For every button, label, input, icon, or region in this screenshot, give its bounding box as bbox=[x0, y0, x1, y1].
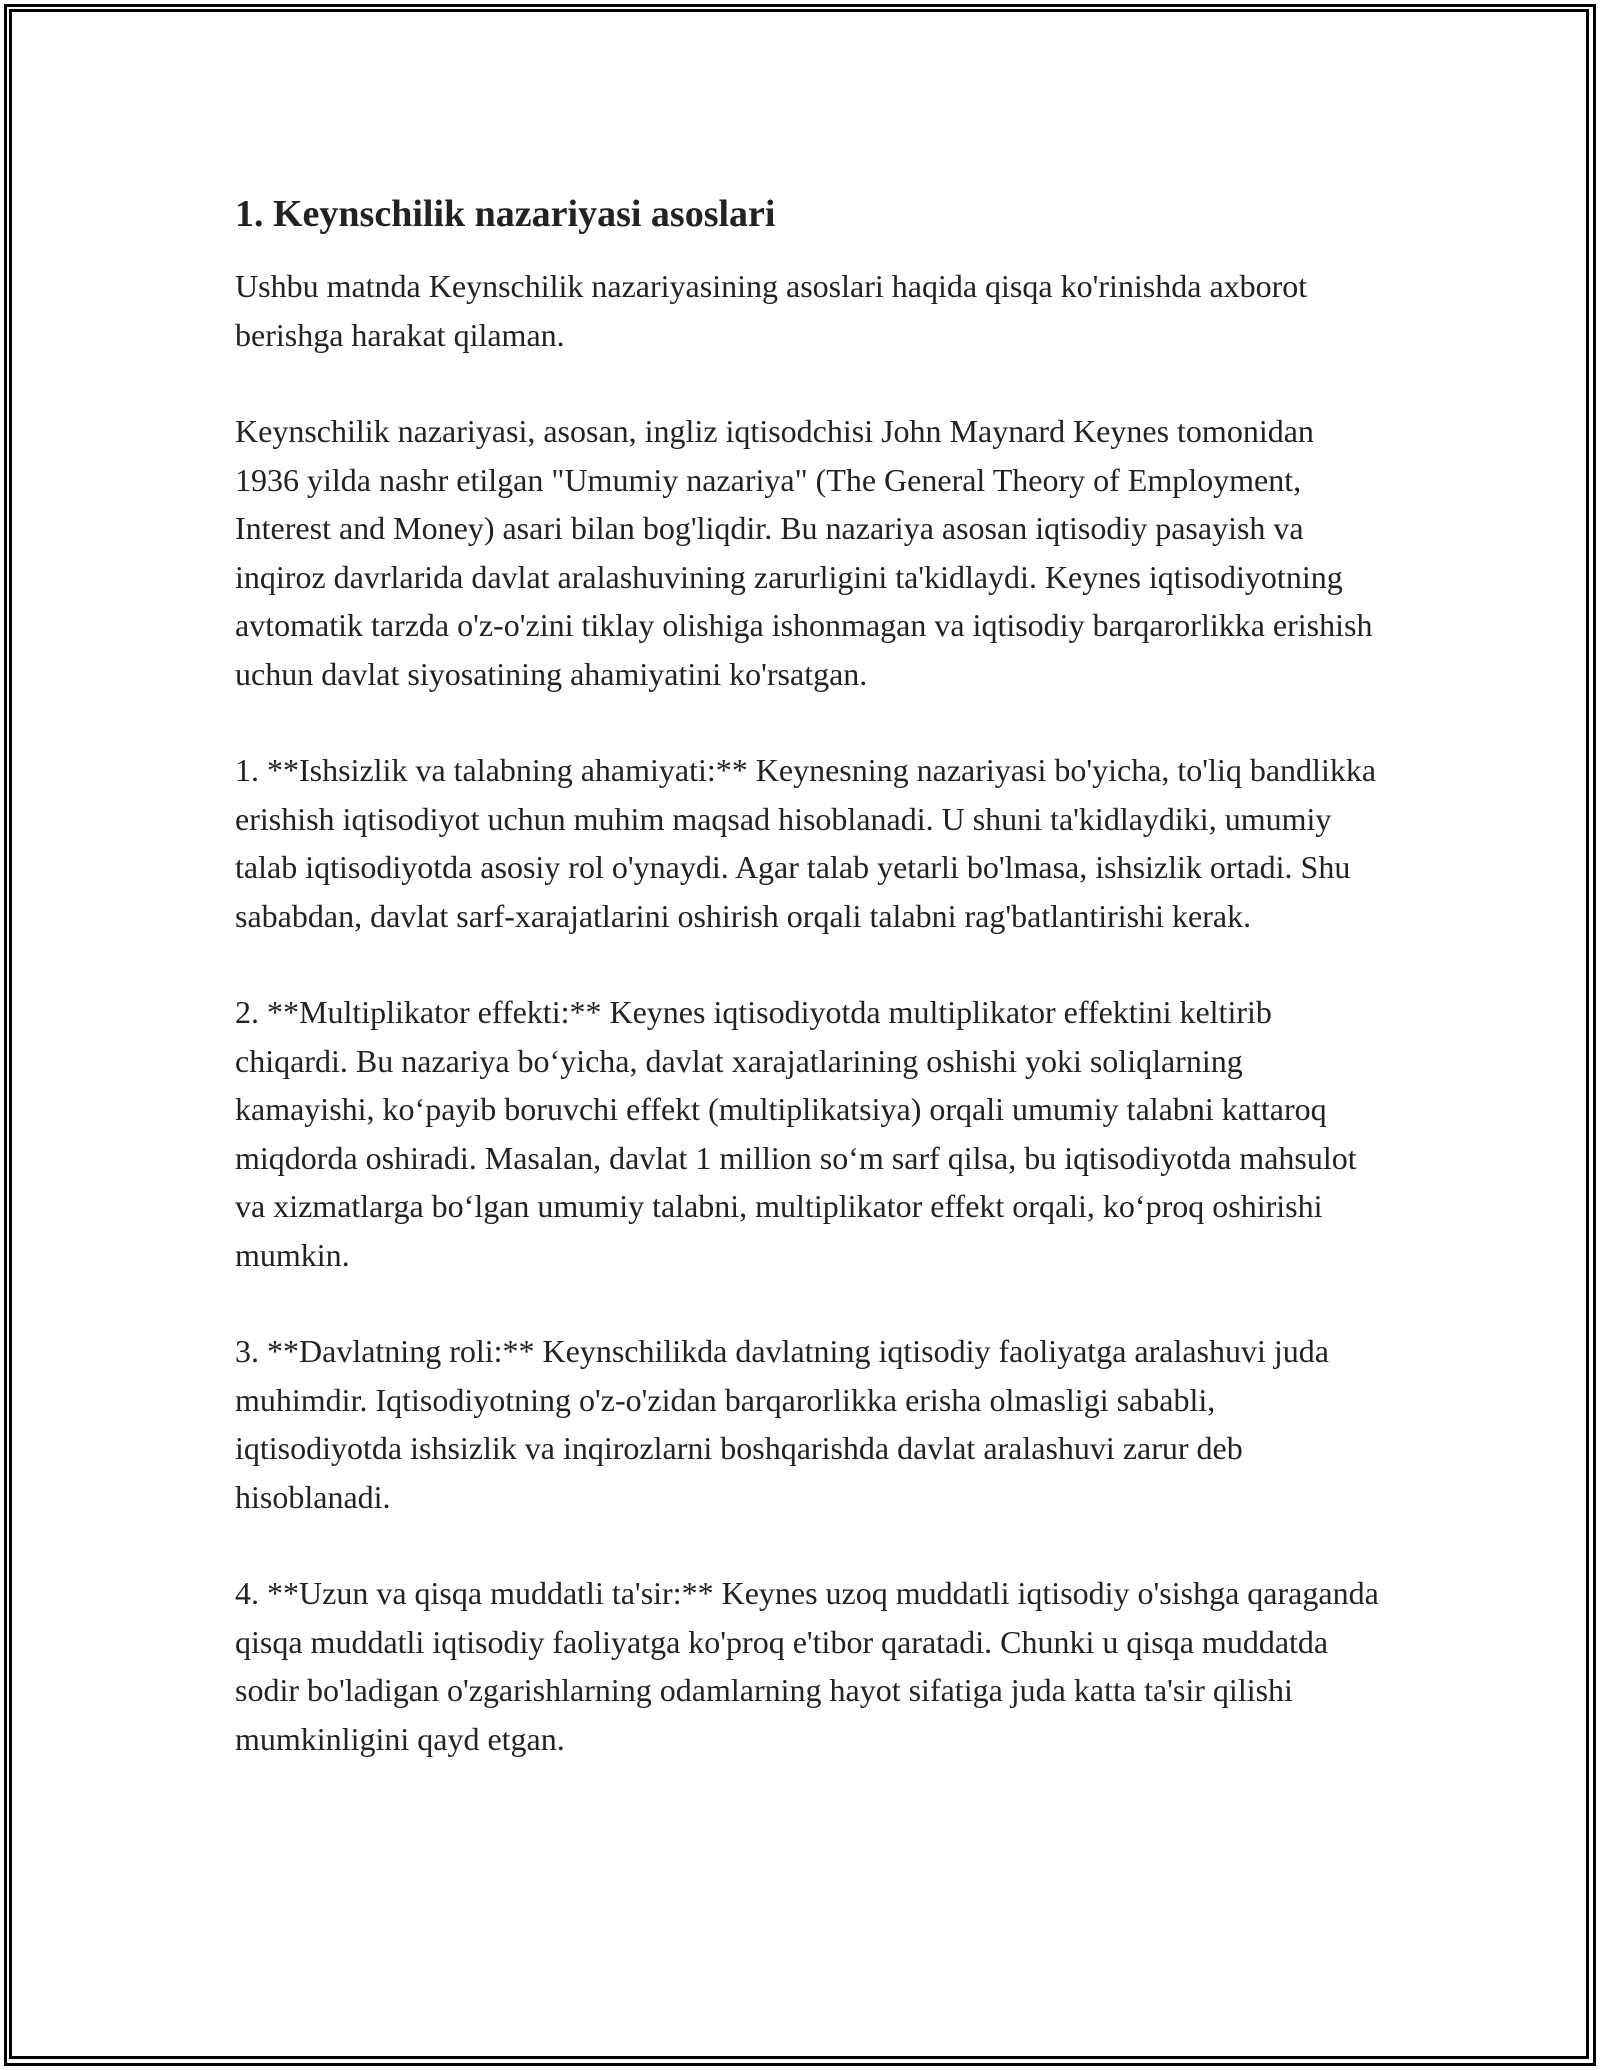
paragraph-point-2: 2. **Multiplikator effekti:** Keynes iqtisodiyotda multiplikator effektini keltirib chiqardi. Bu nazariya bo‘yicha, davlat xarajatlarining oshishi yoki soliqlarning kamayishi, ko‘payib boruvchi effekt (multiplikatsiya) orqali umumiy talabni kattaroq miqdorda oshiradi. Masalan, davlat 1 million so‘m sarf qilsa, bu iqtisodiyotda mahsulot va xizmatlarga bo‘lgan umumiy talabni, multiplikator effekt orqali, ko‘proq oshirishi mumkin. bbox=[235, 994, 1357, 1273]
paragraph-overview: Keynschilik nazariyasi, asosan, ingliz iqtisodchisi John Maynard Keynes tomonidan 1936 yilda nashr etilgan "Umumiy nazariya" (The General Theory of Employment, Interest and Money) asari bilan bog'liqdir. Bu nazariya asosan iqtisodiy pasayish va inqiroz davrlarida davlat aralashuvining zarurligini ta'kidlaydi. Keynes iqtisodiyotning avtomatik tarzda o'z-o'zini tiklay olishiga ishonmagan va iqtisodiy barqarorlikka erishish uchun davlat siyosatining ahamiyatini ko'rsatgan. bbox=[235, 413, 1373, 692]
document-title: 1. Keynschilik nazariyasi asoslari bbox=[235, 193, 776, 235]
document-body bbox=[235, 186, 1385, 1763]
paragraph-point-3: 3. **Davlatning roli:** Keynschilikda davlatning iqtisodiy faoliyatga aralashuvi juda muhimdir. Iqtisodiyotning o'z-o'zidan barqarorlikka erisha olmasligi sababli, iqtisodiyotda ishsizlik va inqirozlarni boshqarishda davlat aralashuvi zarur deb hisoblanadi. bbox=[235, 1333, 1329, 1515]
paragraph-point-1: 1. **Ishsizlik va talabning ahamiyati:** Keynesning nazariyasi bo'yicha, to'liq bandlikka erishish iqtisodiyot uchun muhim maqsad hisoblanadi. U shuni ta'kidlaydiki, umumiy talab iqtisodiyotda asosiy rol o'ynaydi. Agar talab yetarli bo'lmasa, ishsizlik ortadi. Shu sababdan, davlat sarf-xarajatlarini oshirish orqali talabni rag'batlantirishi kerak. bbox=[235, 752, 1377, 934]
paragraph-intro: Ushbu matnda Keynschilik nazariyasining asoslari haqida qisqa ko'rinishda axborot berishga harakat qilaman. bbox=[235, 268, 1308, 353]
paragraph-point-4: 4. **Uzun va qisqa muddatli ta'sir:** Keynes uzoq muddatli iqtisodiy o'sishga qaraganda qisqa muddatli iqtisodiy faoliyatga ko'proq e'tibor qaratadi. Chunki u qisqa muddatda sodir bo'ladigan o'zgarishlarning odamlarning hayot sifatiga juda katta ta'sir qilishi mumkinligini qayd etgan. bbox=[235, 1575, 1379, 1757]
